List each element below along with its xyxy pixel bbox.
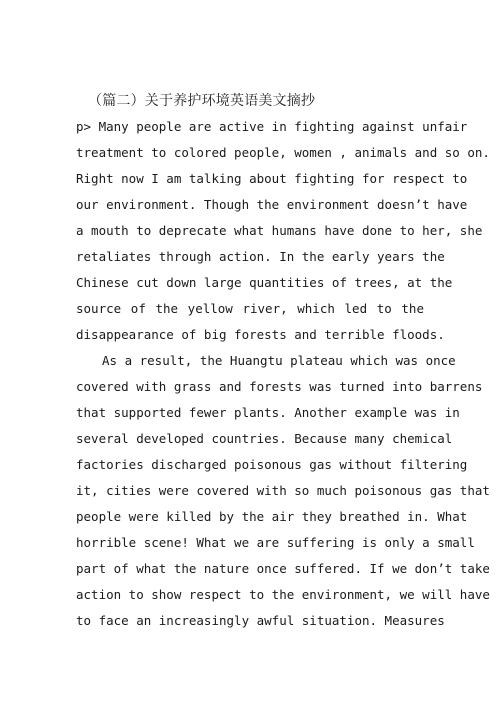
paragraph-1-line-1: p> Many people are active in fighting against unfair — [76, 119, 468, 134]
paragraph-1-line-7: Chinese cut down large quantities of trees, at the — [76, 275, 453, 290]
document-title: （篇二）关于养护环境英语美文摘抄 — [88, 93, 316, 109]
paragraph-1-line-6: retaliates through action. In the early years the — [76, 249, 445, 264]
paragraph-2-line-1: As a result, the Huangtu plateau which was once — [102, 353, 456, 368]
paragraph-2-line-2: covered with grass and forests was turned into barrens — [76, 379, 483, 394]
paragraph-1-line-4: our environment. Though the environment doesn’t have — [76, 197, 468, 212]
paragraph-1-line-9: disappearance of big forests and terrible floods. — [76, 327, 445, 342]
paragraph-2-line-7: people were killed by the air they breathed in. What — [76, 509, 468, 524]
paragraph-2-line-3: that supported fewer plants. Another example was in — [76, 405, 460, 420]
paragraph-1-line-3: Right now I am talking about fighting for respect to — [76, 171, 468, 186]
paragraph-2-line-10: action to show respect to the environment, we will have — [76, 587, 490, 602]
paragraph-2-line-8: horrible scene! What we are suffering is only a small — [76, 535, 475, 550]
paragraph-2-line-6: it, cities were covered with so much poisonous gas that — [76, 483, 490, 498]
paragraph-1-line-2: treatment to colored people, women , animals and so on. — [76, 145, 490, 160]
paragraph-1-line-5: a mouth to deprecate what humans have done to her, she — [76, 223, 483, 238]
paragraph-2-line-9: part of what the nature once suffered. If we don’t take — [76, 561, 490, 576]
paragraph-2-line-5: factories discharged poisonous gas without filtering — [76, 457, 468, 472]
paragraph-2-line-4: several developed countries. Because many chemical — [76, 431, 453, 446]
paragraph-1-line-8: source of the yellow river, which led to the — [76, 301, 424, 316]
paragraph-2-line-11: to face an increasingly awful situation. Measures — [76, 613, 445, 628]
